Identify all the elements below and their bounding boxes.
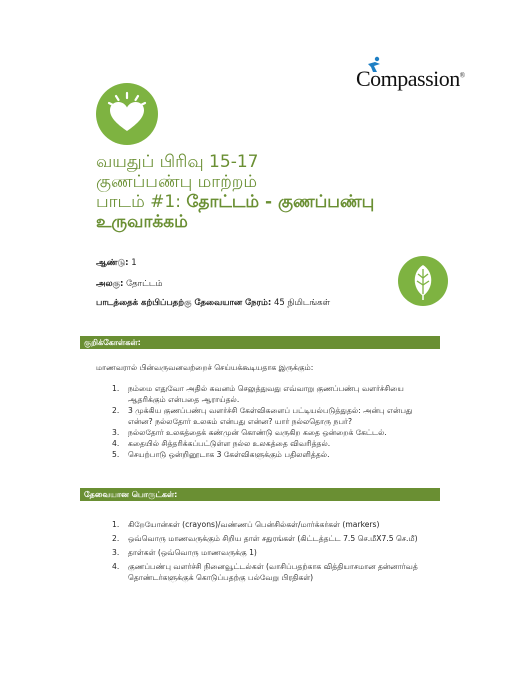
list-item: 2. ஒவ்வொரு மாணவருக்கும் சிறிய தாள் சதுரங்கள் (கிட்டத்தட்ட 7.5 செ.மீX7.5 செ.மீ) (112, 534, 418, 543)
objectives-intro: மாணவரால் பின்வருவனவற்றைச் செய்யக்கூடியதாக இருக்கும்: (96, 363, 314, 372)
title-age-group: வயதுப் பிரிவு 15-17 (96, 152, 259, 172)
list-item: 3. தாள்கள் (ஒவ்வொரு மாணவருக்கு 1) (112, 548, 257, 557)
meta-time: பாடத்தைக் கற்பிப்பதற்கு தேவையான நேரம்: 45 நிமிடங்கள் (96, 298, 331, 308)
logo-text: Compassion® (356, 66, 465, 91)
title-lesson: பாடம் #1: தோட்டம் - குணப்பண்பு (96, 192, 375, 212)
leaf-badge (398, 256, 448, 306)
list-item: 1. நம்மை எதுவோ அதில் கவனம் செலுத்துவது எவ்வாறு குணப்பண்பு வளர்ச்சியை ஆதரிக்கும் என்பதை ஆராய்தல். (112, 384, 404, 404)
list-item: 4. குணப்பண்பு வளர்ச்சி நினைவூட்டல்கள் (வாசிப்பதற்காக வித்தியாசமான தன்னார்வத் தொண்டர்களுக்குக் கொடுப்பதற்கு பல்வேறு பிரதிகள்) (112, 562, 418, 582)
list-item: 4. கதையில் சித்தரிக்கப்பட்டுள்ள நல்ல உலகத்தை விவரித்தல். (112, 439, 331, 448)
materials-heading: தேவையான பொருட்கள்: (80, 488, 440, 501)
list-item: 3. நல்லதோர் உலகத்தைக் கண்முன் கொண்டு வருகிற கதை ஒன்றைக் கேட்டல். (112, 428, 387, 437)
list-item: 2. 3 முக்கிய குணப்பண்பு வளர்ச்சி கேள்விகளைப் பட்டியல்படுத்துதல்: அன்பு என்பது என்ன? நல்லதோர் உலகம் என்பது என்ன? யார் நல்லதொரு நபர்? (112, 406, 413, 426)
title-lesson-cont: உருவாக்கம் (96, 212, 188, 232)
objectives-heading: குறிக்கோள்கள்: (80, 336, 440, 349)
list-item: 1. கிறேயோன்கள் (crayons)/வண்ணப் பென்சில்கள்/மார்க்கர்கள் (markers) (112, 520, 380, 529)
leaf-icon (398, 256, 448, 306)
heart-icon (96, 83, 158, 145)
title-topic: குணப்பண்பு மாற்றம் (96, 172, 258, 192)
objectives-list (112, 383, 422, 460)
meta-unit: அலகு: தோட்டம் (96, 279, 163, 289)
lesson-title (96, 152, 426, 232)
meta-year: ஆண்டு: 1 (96, 258, 137, 268)
materials-list (112, 519, 422, 586)
list-item: 5. செயற்பாடு ஒன்றினூடாக 3 கேள்விகளுக்கும் பதிலளித்தல். (112, 450, 330, 459)
heart-badge (96, 83, 158, 145)
compassion-logo (356, 56, 465, 96)
